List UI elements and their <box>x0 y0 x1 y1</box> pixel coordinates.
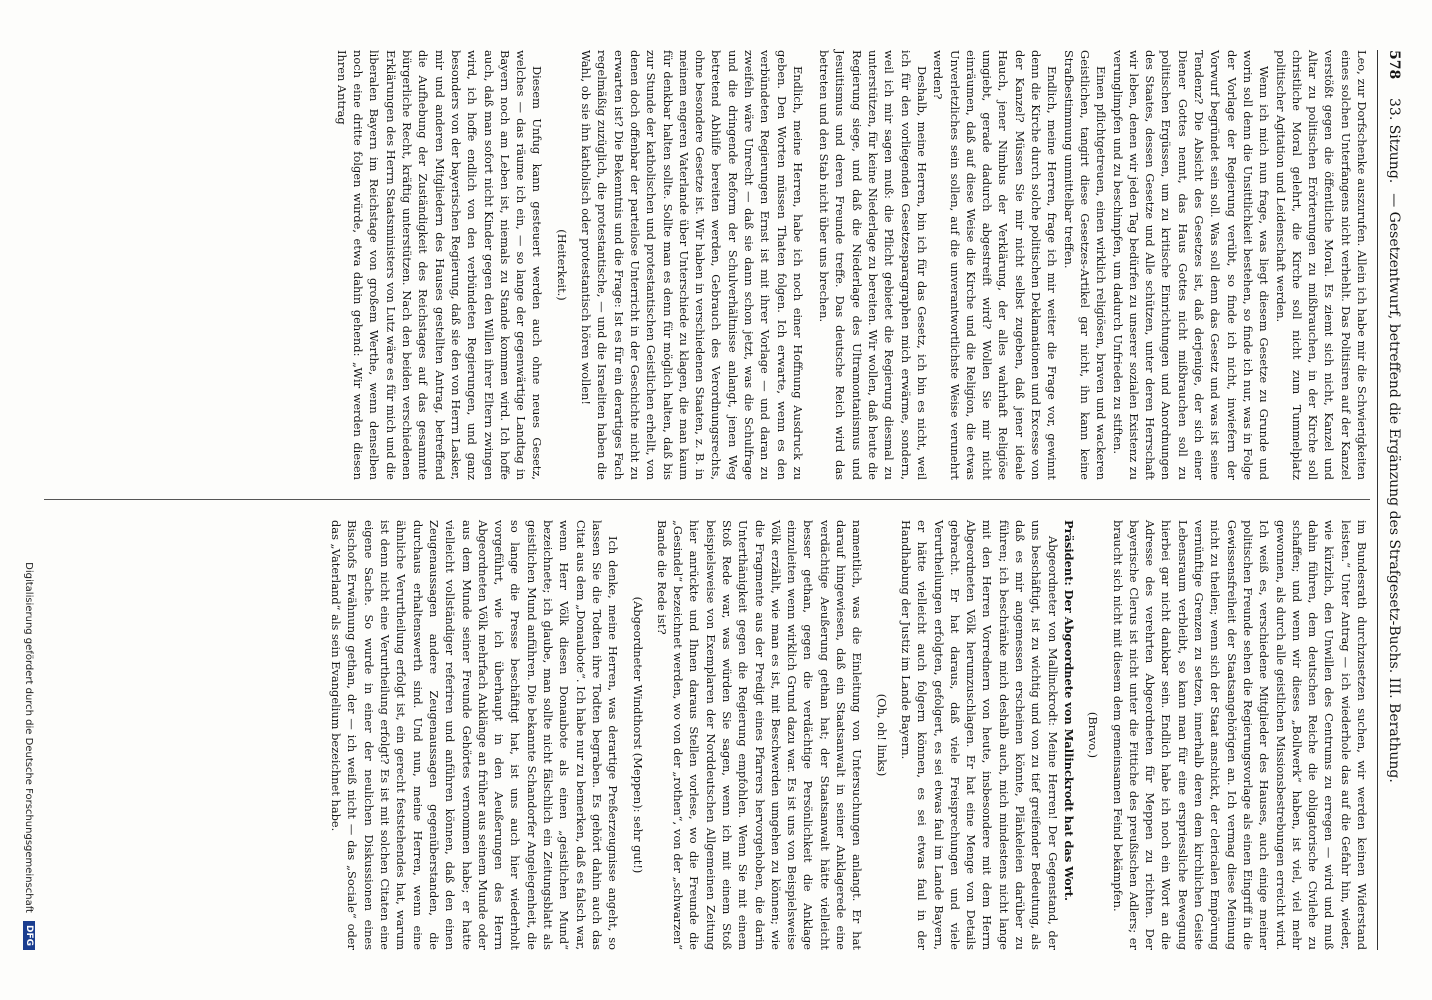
page-title: — Gesetzentwurf, betreffend die Ergänzung des Strafgesetz-Buchs. III. Berathung. <box>1386 193 1402 783</box>
interjection: (Heiterkeit.) <box>554 229 569 301</box>
interjection: (Oh, oh! links) <box>874 693 889 777</box>
interjection: (Abgeordneter Windthorst (Meppen): sehr gut!) <box>630 596 645 874</box>
left-column <box>44 50 1370 480</box>
credit-text: Digitalisierung gefördert durch die Deutsche Forschungsgemeinschaft <box>23 562 35 913</box>
interjection: (Bravo.) <box>1086 711 1101 759</box>
rotated-page <box>16 20 1416 980</box>
session-label: 33. Sitzung. <box>1386 98 1402 184</box>
right-column <box>44 520 1370 950</box>
paragraph: namentlich, was die Einleitung von Untersuchungen anlangt. Er hat darauf hingewiesen, daß ein Staatsanwalt in seiner Anklagerede eine verdächtige Aeußerung gethan hat; der Staatsanwalt hätte vielleicht besser gethan, gegen die verdächtige Persönlichkeit die Anklage einzuleiten wenn wirklich Grund dazu war. Es ist uns von Beispielsweise Völk erzählt, wie man es ist, mit Beschwerden umgehen zu können; wie die Fragmente aus der Predigt eines Pfarrers hervorgehoben, die darin Unterthänigkeit gegen die Regierung empfohlen. Wenn Sie mit einem Stoß Rede war, was würden Sie sagen, wenn ich mit einem Stoß beispielsweise von Exemplaren der Norddeutschen Allgemeinen Zeitung hier anrückte und Ihnen daraus Stellen vorlese, wo die Freunde die „Gesindel“ bezeichnet werden, wo von der „rothen“, von der „schwarzen“ Bande die Rede ist? <box>654 520 865 950</box>
paragraph: Abgeordneter von Mallinckrodt: Meine Herren! Der Gegenstand, der uns beschäftigt, ist zu wichtig und von zu tief greifender Bedeutung, als daß es mir angemessen erscheinen könnte, Plänkeleien darüber zu führen; ich beschränke mich deshalb auch, mich mindestens nicht lange mit den Herren Vorrednern von heute, insbesondere mit dem Herrn Abgeordneten Völk herumzuschlagen. Er hat eine Menge von Details gebracht. Er hat daraus, daß viele Freisprechungen und viele Verurtheilungen erfolgten, gefolgert, es sei etwas faul im Lande Bayern, er hätte vielleicht auch folgern können, es sei etwas faul in der Handhabung der Justiz im Lande Bayern. <box>898 520 1060 950</box>
column-divider <box>44 499 1370 500</box>
page-number: 578 <box>1386 50 1402 80</box>
paragraph: Einen pflichtgetreuen, einen wirklich religiösen, braven und wackeren Geistlichen, tangirt diese Gesetzes-Artikel gar nicht, ihn kann keine Strafbestimmung unmittelbar treffen. <box>1061 50 1109 480</box>
paragraph: Deshalb, meine Herren, bin ich für das Gesetz, ich bin es nicht, weil ich für den vorliegenden Gesetzesparagraphen mich erwärme, sondern, weil ich mir sagen muß: die Pflicht gebietet die Regierung diesmal zu unterstützen, für keine Niederlage zu bereiten. Wir wollen, daß heute die Regierung siege, und daß die Niederlage des Ultramontanismus und Jesuitismus und deren Freunde treffe. Das deutsche Reich wird das betreten und den Stab nicht über uns brechen. <box>817 50 929 480</box>
paragraph: Leo, zur Dorfschenke auszurufen. Allein ich habe mir die Schwierigkeiten eines solchen Unterfangens nicht verhehlt. Das Politisiren auf der Kanzel verstößt gegen die öffentliche Moral. Es ziemt sich nicht, Kanzel und Altar zu politischen Erörterungen zu mißbrauchen, in der Kirche soll christliche Moral gelehrt, die Kirche soll nicht zum Tummelplatz politischer Agitation und Leidenschaft werden. <box>1273 50 1369 480</box>
paragraph: Ich denke, meine Herren, was derartige Preßerzeugnisse angeht, so lassen Sie die Todten ihre Todten begraben. Es gehört dahin auch das Citat aus dem „Donaubote“. Ich habe nur zu bemerken, daß es falsch war, wenn Herr Völk diesen Donaubote als einen „geistlichen Mund“ bezeichnete; ich glaube, man sollte nicht fälschlich ein Zeitungsblatt als geistlichen Mund anführen. Die bekannte Schandorfer Angelegenheit, die so lange die Presse beschäftigt hat, ist uns auch hier wiederholt vorgeführt, wie ich überhaupt in den Aeußerungen des Herrn Abgeordneten Völk mehrfach Anklänge an früher aus seinem Munde oder aus dem Munde seiner Freunde Gehörtes vernommen habe; er hatte vielleicht vollständiger referiren und anführen können, daß den einen Zeugenaussagen andere Zeugenaussagen gegenüberstanden, die durchaus erhaltenswerth sind. Und nun, meine Herren, wenn eine ähnliche Verurtheilung erfolgt ist, ein gerecht feststehendes hat, warum ist denn nicht eine Verurtheilung erfolgt? Es ist mit solchen Citaten eine eigene Sache. So wurde in einer der neulichen Diskussionen eines Bischofs Erwähnung gethan, der — ich weiß nicht — das „Sociale“ oder das „Vaterland“ als sein Evangelium bezeichnet habe. <box>329 520 621 950</box>
paragraph: Endlich, meine Herren, habe ich noch einer Hoffnung Ausdruck zu geben. Den Worten müssen Thaten folgen. Ich erwarte, wenn es den verbündeten Regierungen Ernst ist mit ihrer Vorlage — und daran zu zweifeln wäre Unrecht — daß sie dann schon jetzt, was die Schulfrage und die dringende Reform der Schulverhältnisse anlangt, jenen Weg betretend Abhilfe bereiten werden, Gebrauch des Verordnungsrechts, ohne besondere Gesetze ist. Wir haben in verschiedenen Staaten, z. B. in meinem engeren Vaterlande über Unterschiede zu klagen, die man kaum für denkbar halten sollte. Sollte man es denn für möglich halten, daß bis zur Stunde der katholischen und protestantischen Geistlichen erhellt, von denen doch offenbar der parteilose Unterricht in der Geschichte nicht zu erwarten ist? Die Bekenntnis und die Frage: Ist es für ein derartiges Fach regelmäßig zuzüglich, die protestantische, — und die Israeliten haben die Wahl, ob sie ihn katholisch oder protestantisch hören wollen! <box>579 50 805 480</box>
dfg-credit <box>20 50 38 950</box>
dfg-logo: DFG <box>23 921 35 950</box>
speaker-paragraph: Präsident: Der Abgeordnete von Mallinckrodt hat das Wort. <box>1061 520 1076 901</box>
paragraph: Diesem Unfug kann gesteuert werden auch ohne neues Gesetz, welches — das räume ich ein, — so lange der gegenwärtige Landtag in Bayern noch am Leben ist, niemals zu Stande kommen wird. Ich hoffe auch, daß man sofort nicht Kinder gegen den Willen ihrer Eltern zwingen wird, ich hoffe endlich von den verbündeten Regierungen, und ganz besonders von der bayerischen Regierung, daß sie den von Herrn Lasker, mir und anderen Mitgliedern des Hauses gestellten Antrag, betreffend die Aufhebung der Zuständigkeit des Reichstages auf das gesammte bürgerliche Recht, kräftig unterstützen. Nach den beiden verschiedenen Erklärungen des Herrn Staatsministers von Lutz wäre es für mich und die liberalen Bayern im Reichstage von großem Werthe, wenn denselben noch eine dritte folgen würde, etwa dahin gehend: „Wir werden diesen Ihren Antrag <box>334 50 545 480</box>
paragraph: Wenn ich mich nun frage, was liegt diesem Gesetze zu Grunde und worin soll denn die Unsittlichkeit bestehen, so finde ich nur, was in Folge der Vorlage der Regierung verübt, so finde ich nicht, inwiefern der Vorwurf begründet sein soll. Was soll denn das Gesetz und was ist seine Tendenz? Die Absicht des Gesetzes ist, daß derjenige, der sich einer Diener Gottes nennt, das Haus Gottes nicht mißbrauchen soll zu politischen Ergüssen, um zu kritische Einrichtungen und Anordnungen des Staates, dessen Gesetze und Alle schützen, unter deren Herrschaft wir leben, denen wir jeden Tag bedürfen zu unserer sozialen Existenz zu verunglimpfen und zu beschimpfen, um dadurch Unfrieden zu stiften. <box>1110 50 1272 480</box>
paragraph: im Bundesrath durchzusetzen suchen, wir werden keinen Widerstand leisten.“ Unter Antrag — ich wiederhole das auf die Gefahr hin, wieder, wie kürzlich, den Unwillen des Centrums zu erregen — wird und muß dahin führen, dem deutschen Reiche die obligatorische Civilehe zu schaffen; und wenn wir dieses „Bollwerk“ haben, ist viel, viel mehr gewonnen, als durch alle geistlichen Missionsbestrebungen erreicht wird. Ich weiß es, verschiedene Mitglieder des Hauses, auch einige meiner politischen Freunde sehen die Regierungsvorlage als einen Eingriff in die Gewissensfreiheit der Staatsangehörigen an. Ich vermag diese Meinung nicht zu theilen; wenn sich der Staat anschickt, der clericalen Empörung vernünftige Grenzen zu setzen, innerhalb deren dem kirchlichen Geiste Lebensraum verbleibt, so kann man für eine erspriessliche Bewegung hierbei gar nicht dankbar sein. Endlich habe ich noch ein Wort an die Adresse des verehrten Abgeordneten für Meppen zu richten. Der bayerische Clerus ist nicht unter die Fittiche des preußischen Adlers; er braucht sich nicht mit diesem dem gemeinsamen Feind bekämpfen. <box>1110 520 1369 950</box>
page-header <box>1377 50 1410 950</box>
paragraph: Endlich, meine Herren, frage ich mir weiter die Frage vor, gewinnt denn die Kirche durch solche politischen Deklamationen und Excesse von der Kanzel? Müssen Sie mir nicht selbst zugeben, daß jener ideale Hauch, jener Nimbus der Verklärung, der alles wahrhaft Religiöse umgiebt, gerade dadurch abgestreift wird? Wollen Sie mir nicht einräumen, daß auf diese Weise die Kirche und die Religion, die etwas Unverletzliches sein sollen, auf die unverantwortlichste Weise verunehrt werden? <box>931 50 1060 480</box>
